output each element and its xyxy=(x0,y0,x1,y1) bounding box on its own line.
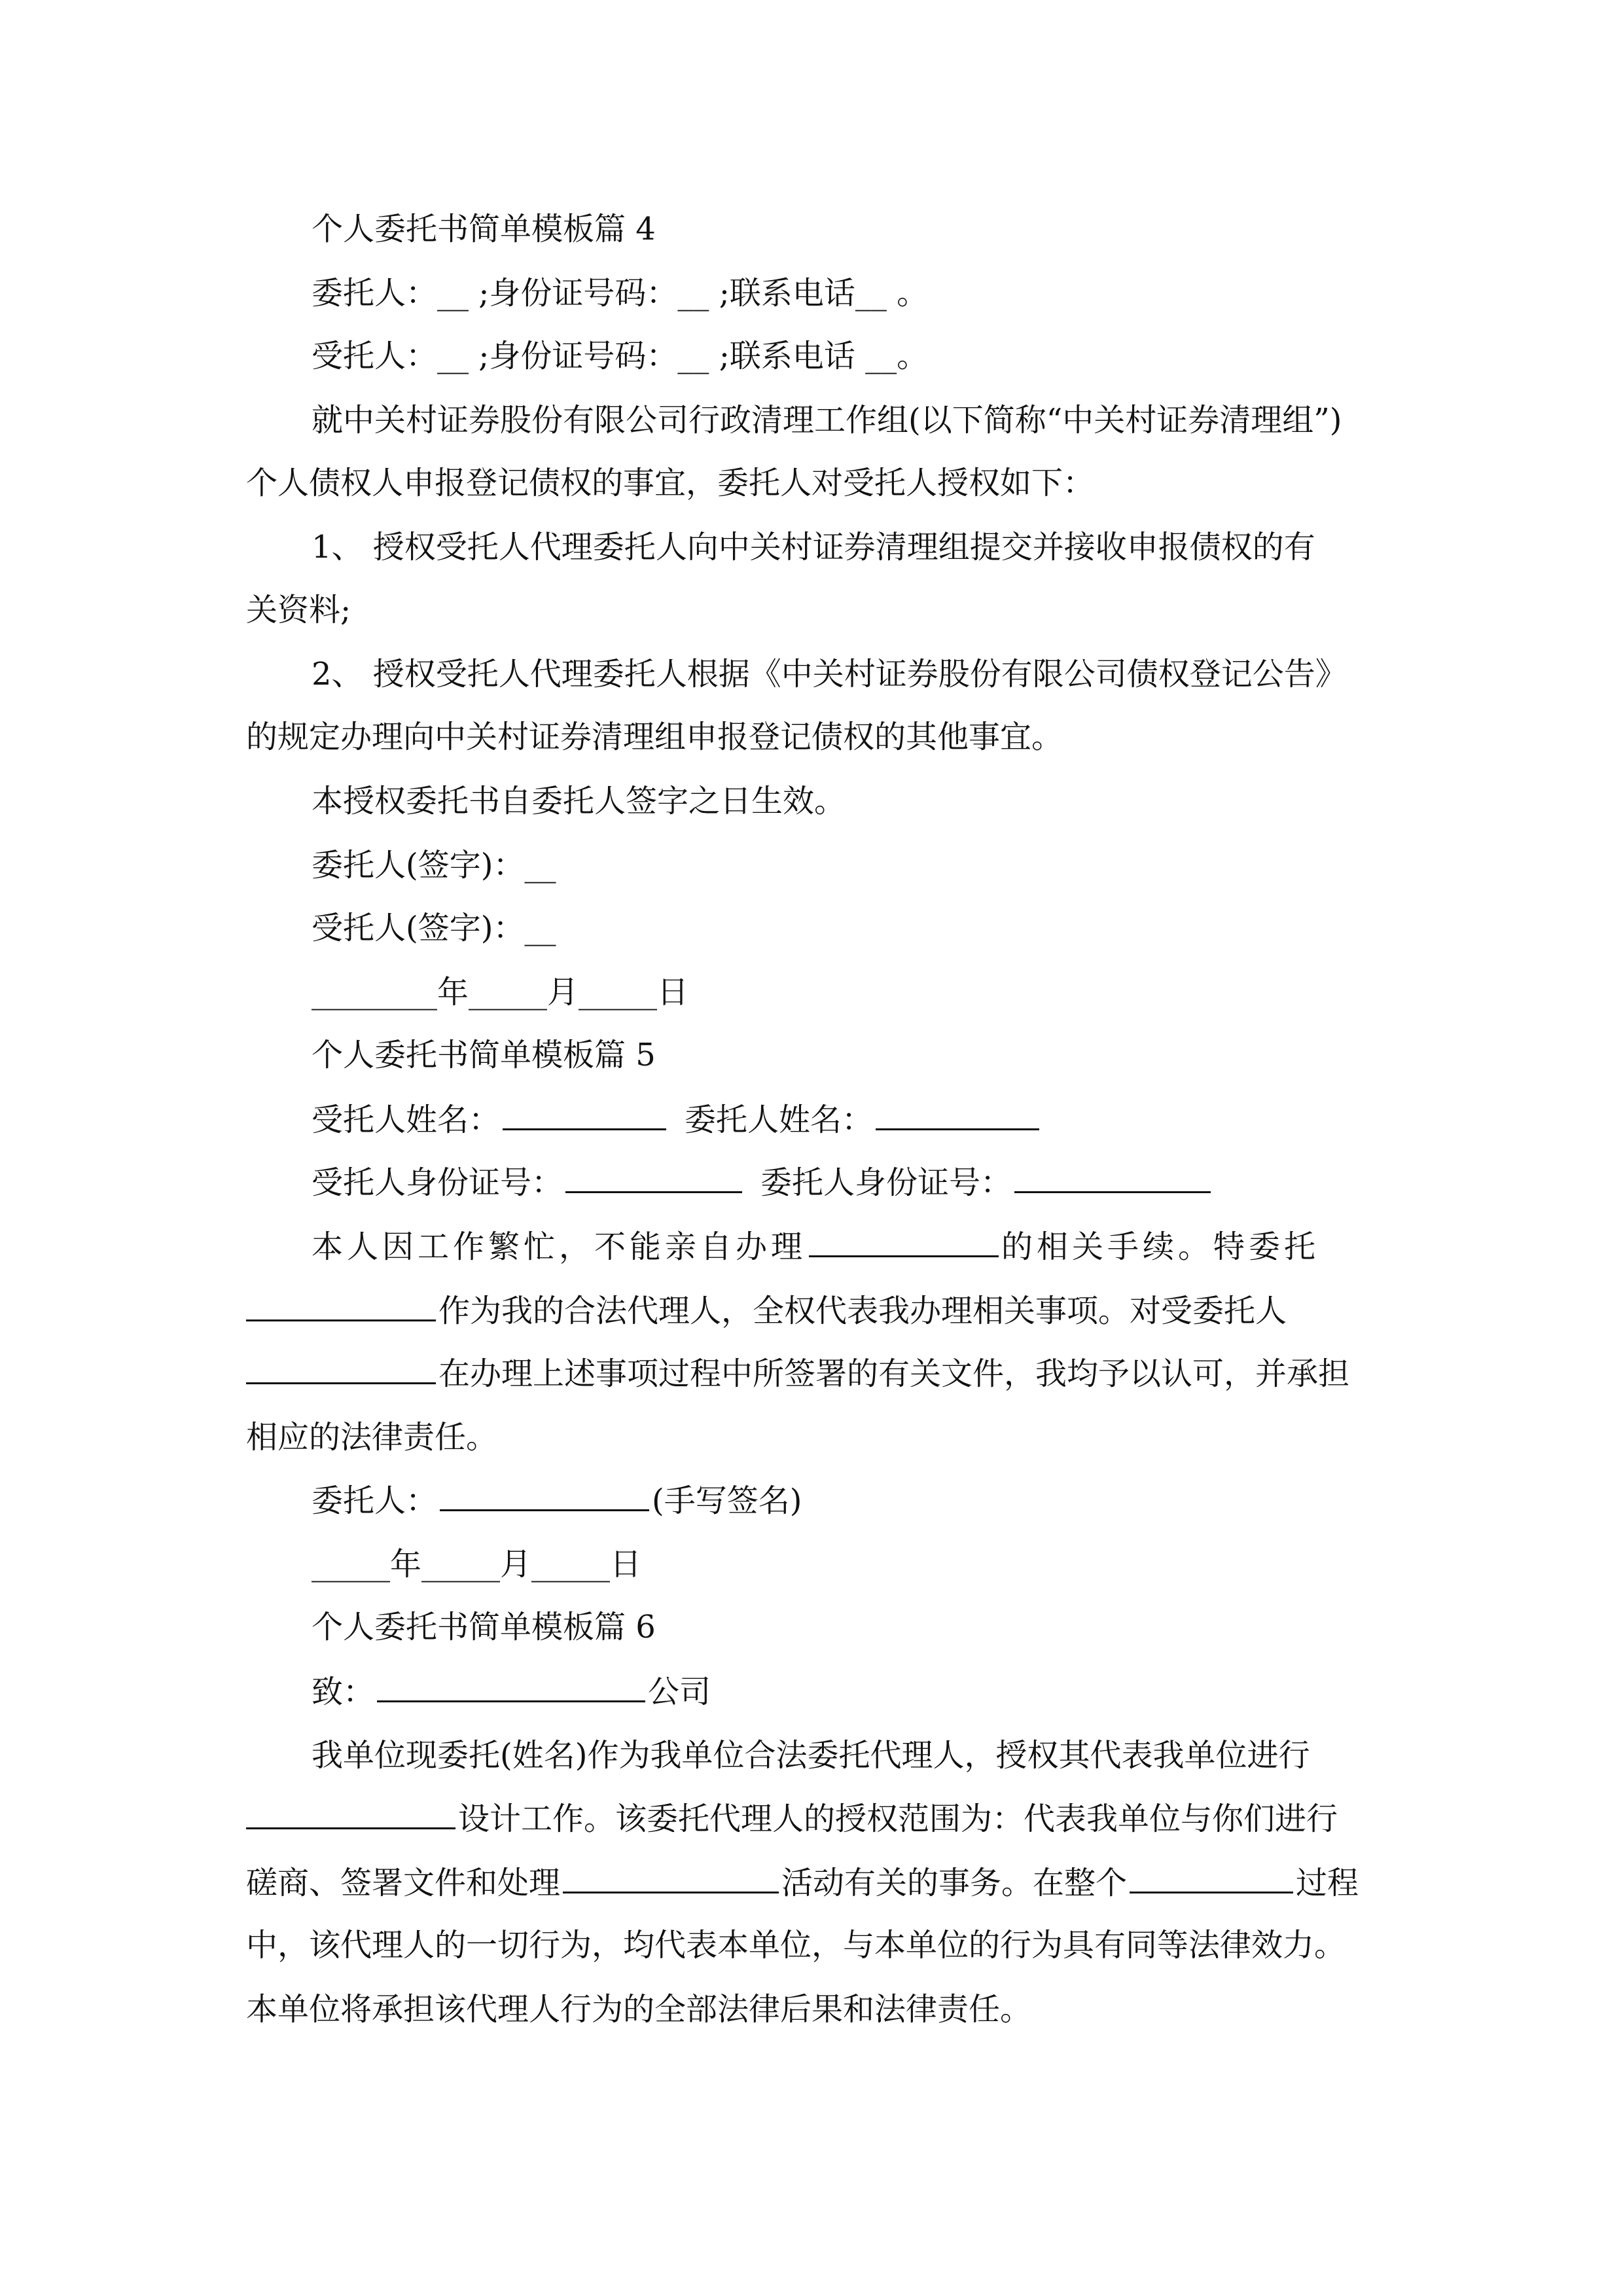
list-item-1: 1、 授权受托人代理委托人向中关村证券清理组提交并接收申报债权的有 xyxy=(312,529,1315,565)
paragraph-line: 个人债权人申报登记债权的事宜，委托人对受托人授权如下： xyxy=(246,465,1095,501)
principal-info-line: 委托人：__ ;身份证号码：__ ;联系电话__ 。 xyxy=(312,275,929,312)
company-blank xyxy=(377,1672,645,1702)
text-segment: 过程 xyxy=(1296,1865,1359,1901)
text-segment: 在办理上述事项过程中所签署的有关文件，我均予以认可，并承担 xyxy=(438,1355,1350,1392)
principal-signature-line: 委托人(签字)：__ xyxy=(312,847,556,884)
signature-hint: (手写签名) xyxy=(652,1482,802,1519)
signature-blank xyxy=(440,1480,649,1511)
paragraph-line xyxy=(246,1799,1338,1838)
paragraph-line: 本单位将承担该代理人行为的全部法律后果和法律责任。 xyxy=(246,1991,1032,2028)
agent-id-blank xyxy=(565,1162,742,1193)
agent-info-line: 受托人：__ ;身份证号码：__ ;联系电话 __。 xyxy=(312,338,929,374)
blank-field xyxy=(563,1863,779,1893)
paragraph-line: 中，该代理人的一切行为，均代表本单位，与本单位的行为具有同等法律效力。 xyxy=(246,1927,1346,1964)
company-suffix: 公司 xyxy=(648,1674,711,1710)
list-item-2: 2、 授权受托人代理委托人根据《中关村证券股份有限公司债权登记公告》 xyxy=(312,656,1347,692)
paragraph-line xyxy=(246,1863,1359,1902)
principal-label: 委托人： xyxy=(312,1482,438,1519)
agent-id-label: 受托人身份证号： xyxy=(312,1164,563,1201)
agent-name-blank xyxy=(503,1100,666,1130)
text-segment: 设计工作。该委托代理人的授权范围为：代表我单位与你们进行 xyxy=(458,1801,1338,1837)
principal-id-blank xyxy=(1014,1162,1211,1193)
paragraph-line: 我单位现委托(姓名)作为我单位合法委托代理人，授权其代表我单位进行 xyxy=(312,1737,1310,1774)
text-segment: 活动有关的事务。在整个 xyxy=(781,1865,1128,1901)
names-line xyxy=(312,1100,1042,1139)
list-item-1-cont: 关资料; xyxy=(246,592,351,628)
agent-signature-line: 受托人(签字)：__ xyxy=(312,910,556,946)
list-item-2-cont: 的规定办理向中关村证券清理组申报登记债权的其他事宜。 xyxy=(246,719,1063,755)
principal-name-label: 委托人姓名： xyxy=(685,1102,874,1138)
principal-id-label: 委托人身份证号： xyxy=(760,1164,1012,1201)
handwritten-signature-line xyxy=(312,1480,802,1520)
text-segment: 本人因工作繁忙，不能亲自办理 xyxy=(312,1229,807,1265)
text-segment: 的相关手续。特委托 xyxy=(1001,1229,1320,1265)
agent-name-label: 受托人姓名： xyxy=(312,1102,501,1138)
blank-field xyxy=(246,1354,436,1384)
paragraph-line xyxy=(246,1291,1287,1330)
paragraph-line: 就中关村证券股份有限公司行政清理工作组(以下简称“中关村证券清理组”) xyxy=(312,402,1342,439)
effective-statement: 本授权委托书自委托人签字之日生效。 xyxy=(312,783,846,819)
text-segment: 作为我的合法代理人，全权代表我办理相关事项。对受委托人 xyxy=(438,1293,1287,1329)
principal-name-blank xyxy=(876,1100,1039,1130)
paragraph-line xyxy=(312,1227,1319,1266)
section-heading-4: 个人委托书简单模板篇 4 xyxy=(312,211,656,247)
section-heading-6: 个人委托书简单模板篇 6 xyxy=(312,1609,656,1645)
paragraph-line xyxy=(246,1354,1349,1393)
section-heading-5: 个人委托书简单模板篇 5 xyxy=(312,1037,656,1073)
date-line: ________年_____月_____日 xyxy=(312,974,689,1011)
paragraph-line: 相应的法律责任。 xyxy=(246,1419,498,1456)
blank-field xyxy=(246,1799,455,1829)
addressee-line xyxy=(312,1672,711,1711)
blank-field xyxy=(1130,1863,1293,1893)
text-segment: 磋商、签署文件和处理 xyxy=(246,1865,561,1901)
blank-field xyxy=(246,1291,436,1321)
id-numbers-line xyxy=(312,1162,1213,1202)
addressee-label: 致： xyxy=(312,1674,375,1710)
date-line: _____年_____月_____日 xyxy=(312,1546,642,1583)
blank-field xyxy=(809,1227,999,1257)
